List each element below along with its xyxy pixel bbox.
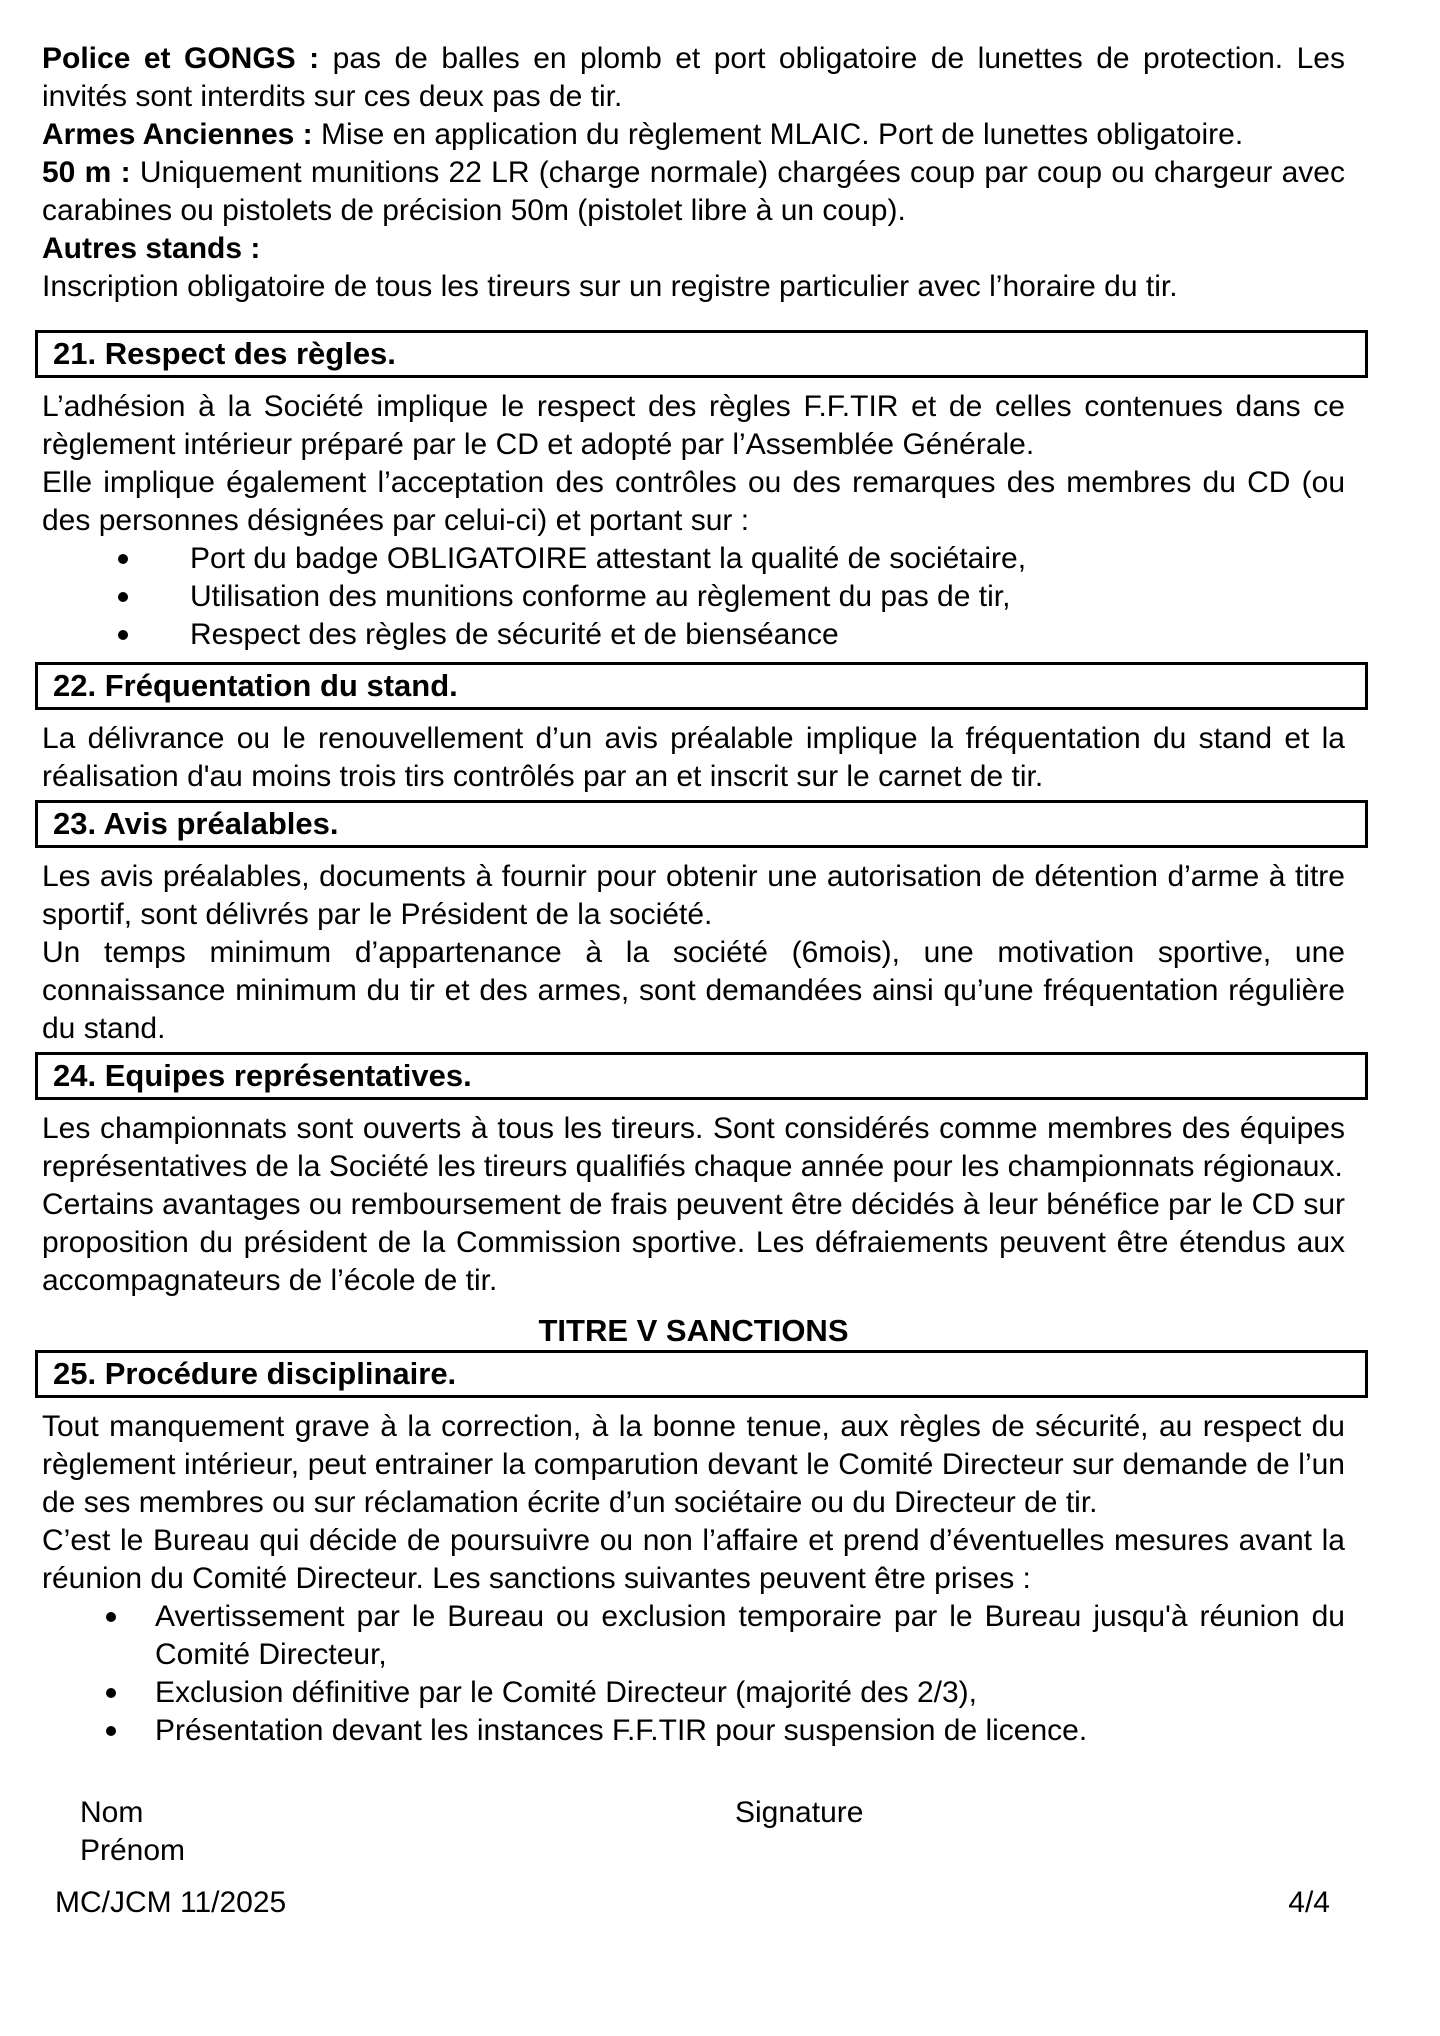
- section-24-paragraph: Certains avantages ou remboursement de frais peuvent être décidés à leur bénéfice par le CD sur proposition du président de la Commission sportive. Les défraiements peuvent être étendus aux accompagnateurs de l’école de tir.: [42, 1188, 1345, 1297]
- section-25-bullet-list: [42, 1598, 1345, 1750]
- intro-paragraph: [42, 154, 1345, 230]
- section-23-paragraph: Les avis préalables, documents à fournir pour obtenir une autorisation de détention d’arme à titre sportif, sont délivrés par le Président de la société.: [42, 860, 1345, 931]
- section-25-paragraph: C’est le Bureau qui décide de poursuivre ou non l’affaire et prend d’éventuelles mesures avant la réunion du Comité Directeur. Les sanctions suivantes peuvent être prises :: [42, 1524, 1345, 1595]
- section-heading-24: 24. Equipes représentatives.: [35, 1052, 1368, 1100]
- intro-lead: Police et GONGS :: [42, 42, 320, 75]
- bullet-item: Utilisation des munitions conforme au règlement du pas de tir,: [42, 578, 1345, 616]
- section-22-paragraph: La délivrance ou le renouvellement d’un avis préalable implique la fréquentation du stand et la réalisation d'au moins trois tirs contrôlés par an et inscrit sur le carnet de tir.: [42, 722, 1345, 793]
- section-24-paragraph: Les championnats sont ouverts à tous les tireurs. Sont considérés comme membres des équipes représentatives de la Société les tireurs qualifiés chaque année pour les championnats régionaux.: [42, 1112, 1345, 1183]
- signature-label: Signature: [735, 1796, 864, 1829]
- prenom-row: [42, 1832, 1345, 1870]
- section-heading-21: 21. Respect des règles.: [35, 330, 1368, 378]
- bullet-item: Respect des règles de sécurité et de bienséance: [42, 616, 1345, 654]
- intro-paragraph: [42, 116, 1345, 154]
- bullet-item: Présentation devant les instances F.F.TIR pour suspension de licence.: [42, 1712, 1345, 1750]
- section-25-paragraph: Tout manquement grave à la correction, à la bonne tenue, aux règles de sécurité, au respect du règlement intérieur, peut entrainer la comparution devant le Comité Directeur sur demande de l’un de ses membres ou sur réclamation écrite d’un sociétaire ou du Directeur de tir.: [42, 1410, 1345, 1519]
- intro-lead: 50 m :: [42, 156, 131, 189]
- intro-paragraph: [42, 40, 1345, 116]
- bullet-item: Exclusion définitive par le Comité Directeur (majorité des 2/3),: [42, 1674, 1345, 1712]
- section-heading-25: 25. Procédure disciplinaire.: [35, 1350, 1368, 1398]
- signature-block: [42, 1794, 1345, 1870]
- intro-paragraph: [42, 230, 1345, 268]
- footer-reference: MC/JCM 11/2025: [55, 1886, 287, 1919]
- title-v-heading: TITRE V SANCTIONS: [538, 1313, 849, 1348]
- intro-lead: Autres stands :: [42, 232, 261, 265]
- bullet-item: Port du badge OBLIGATOIRE attestant la qualité de sociétaire,: [42, 540, 1345, 578]
- section-23-paragraph: Un temps minimum d’appartenance à la société (6mois), une motivation sportive, une connaissance minimum du tir et des armes, sont demandées ainsi qu’une fréquentation régulière du stand.: [42, 936, 1345, 1045]
- signature-row: [42, 1794, 1345, 1832]
- prenom-label: Prénom: [80, 1834, 186, 1867]
- nom-label: Nom: [80, 1796, 144, 1829]
- section-heading-23: 23. Avis préalables.: [35, 800, 1368, 848]
- bullet-item: Avertissement par le Bureau ou exclusion temporaire par le Bureau jusqu'à réunion du Comité Directeur,: [42, 1598, 1345, 1674]
- section-heading-22: 22. Fréquentation du stand.: [35, 662, 1368, 710]
- page-number: 4/4: [1288, 1886, 1330, 1919]
- section-21-paragraph: L’adhésion à la Société implique le respect des règles F.F.TIR et de celles contenues dans ce règlement intérieur préparé par le CD et adopté par l’Assemblée Générale.: [42, 390, 1345, 461]
- section-21-paragraph: Elle implique également l’acceptation des contrôles ou des remarques des membres du CD (ou des personnes désignées par celui-ci) et portant sur :: [42, 466, 1345, 537]
- intro-text: Uniquement munitions 22 LR (charge normale) chargées coup par coup ou chargeur avec carabines ou pistolets de précision 50m (pistolet libre à un coup).: [42, 156, 1345, 227]
- section-21-bullet-list: [42, 540, 1345, 654]
- intro-text: Mise en application du règlement MLAIC. Port de lunettes obligatoire.: [312, 118, 1244, 151]
- intro-paragraph: [42, 268, 1345, 306]
- page-footer: [42, 1884, 1345, 1922]
- intro-text: Inscription obligatoire de tous les tireurs sur un registre particulier avec l’horaire du tir.: [42, 270, 1178, 303]
- intro-text: pas de balles en plomb et port obligatoire de lunettes de protection. Les invités sont interdits sur ces deux pas de tir.: [42, 42, 1345, 113]
- intro-lead: Armes Anciennes :: [42, 118, 313, 151]
